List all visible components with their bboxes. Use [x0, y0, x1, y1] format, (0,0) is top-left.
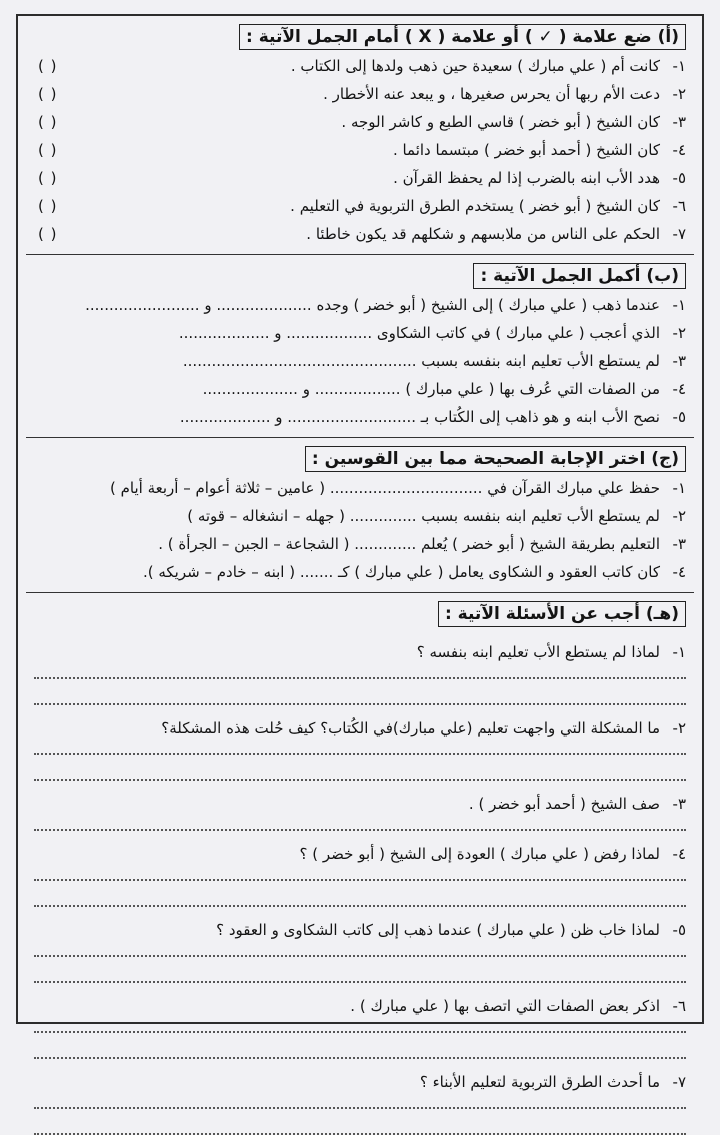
statement-text: كان الشيخ ( أحمد أبو خضر ) مبتسما دائما .: [392, 141, 660, 159]
statement-row: [34, 52, 686, 80]
answer-parentheses[interactable]: ( ): [38, 85, 58, 103]
choice-sentence[interactable]: التعليم بطريقة الشيخ ( أبو خضر ) يُعلم ............. ( الشجاعة – الجبن – الجرأة ) .: [158, 535, 660, 553]
choice-row: [34, 474, 686, 502]
answer-line[interactable]: [34, 945, 686, 957]
item-number: ١-: [672, 296, 686, 314]
worksheet-page: [16, 14, 704, 1091]
sentence-with-blanks[interactable]: من الصفات التي عُرف بها ( علي مبارك ) .................. و ....................: [202, 380, 660, 398]
statement-text: هدد الأب ابنه بالضرب إذا لم يحفظ القرآن .: [393, 169, 660, 187]
statement-text: كانت أم ( علي مبارك ) سعيدة حين ذهب ولدها إلى الكتاب .: [290, 57, 660, 75]
statement-row: [34, 220, 686, 248]
section-complete: [34, 259, 686, 431]
answer-line[interactable]: [34, 895, 686, 907]
statement-row: [34, 80, 686, 108]
divider: [26, 254, 694, 255]
answer-line[interactable]: [34, 819, 686, 831]
question-text: لماذا رفض ( علي مبارك ) العودة إلى الشيخ ( أبو خضر ) ؟: [299, 845, 660, 863]
choice-sentence[interactable]: كان كاتب العقود و الشكاوى يعامل ( علي مبارك ) كـ ....... ( ابنه – خادم – شريكه ).: [142, 563, 660, 581]
choice-row: [34, 558, 686, 586]
item-number: ٧-: [672, 225, 686, 243]
sentence-with-blanks[interactable]: عندما ذهب ( علي مبارك ) إلى الشيخ ( أبو خضر ) وجده .................... و ........................: [85, 296, 660, 314]
question-row: [34, 715, 686, 741]
question-text: لماذا لم يستطع الأب تعليم ابنه بنفسه ؟: [416, 643, 660, 661]
answer-line[interactable]: [34, 971, 686, 983]
complete-row: [34, 291, 686, 319]
item-number: ١-: [672, 643, 686, 661]
answer-line[interactable]: [34, 743, 686, 755]
statement-text: الحكم على الناس من ملابسهم و شكلهم قد يكون خاطئا .: [306, 225, 660, 243]
answer-line[interactable]: [34, 1021, 686, 1033]
statement-row: [34, 192, 686, 220]
answer-line[interactable]: [34, 693, 686, 705]
item-number: ٤-: [672, 380, 686, 398]
answer-parentheses[interactable]: ( ): [38, 197, 58, 215]
answer-parentheses[interactable]: ( ): [38, 225, 58, 243]
question-block: [34, 841, 686, 907]
item-number: ٢-: [672, 85, 686, 103]
question-text: ما أحدث الطرق التربوية لتعليم الأبناء ؟: [419, 1073, 660, 1091]
item-number: ٣-: [672, 535, 686, 553]
sentence-with-blanks[interactable]: لم يستطع الأب تعليم ابنه بنفسه بسبب .................................................: [182, 352, 660, 370]
section-true-false: [34, 20, 686, 248]
question-block: [34, 917, 686, 983]
question-text: اذكر بعض الصفات التي اتصف بها ( علي مبارك ) .: [350, 997, 660, 1015]
choice-row: [34, 530, 686, 558]
complete-row: [34, 375, 686, 403]
answer-line[interactable]: [34, 1097, 686, 1109]
statement-row: [34, 164, 686, 192]
answer-line[interactable]: [34, 769, 686, 781]
item-number: ٢-: [672, 719, 686, 737]
item-number: ٦-: [672, 997, 686, 1015]
complete-row: [34, 403, 686, 431]
choose-list: [34, 474, 686, 586]
answer-line[interactable]: [34, 869, 686, 881]
question-text: صف الشيخ ( أحمد أبو خضر ) .: [468, 795, 660, 813]
section-choose: [34, 442, 686, 586]
question-text: ما المشكلة التي واجهت تعليم (علي مبارك)في الكُتاب؟ كيف حُلت هذه المشكلة؟: [161, 719, 660, 737]
item-number: ٥-: [672, 408, 686, 426]
question-block: [34, 993, 686, 1059]
statement-row: [34, 136, 686, 164]
item-number: ٤-: [672, 563, 686, 581]
question-row: [34, 993, 686, 1019]
true-false-list: [34, 52, 686, 248]
item-number: ٥-: [672, 921, 686, 939]
question-row: [34, 791, 686, 817]
item-number: ٦-: [672, 197, 686, 215]
questions-list: [34, 639, 686, 1135]
divider: [26, 592, 694, 593]
section-a-title: (أ) ضع علامة ( ✓ ) أو علامة ( X ) أمام الجمل الآتية :: [239, 24, 686, 50]
complete-list: [34, 291, 686, 431]
section-d-title: (هـ) أجب عن الأسئلة الآتية :: [438, 601, 686, 627]
item-number: ٤-: [672, 141, 686, 159]
question-row: [34, 841, 686, 867]
item-number: ٥-: [672, 169, 686, 187]
choice-row: [34, 502, 686, 530]
item-number: ٣-: [672, 795, 686, 813]
answer-line[interactable]: [34, 1123, 686, 1135]
answer-line[interactable]: [34, 1047, 686, 1059]
statement-text: دعت الأم ربها أن يحرس صغيرها ، و يبعد عنه الأخطار .: [323, 85, 660, 103]
item-number: ٢-: [672, 324, 686, 342]
question-row: [34, 917, 686, 943]
sentence-with-blanks[interactable]: الذي أعجب ( علي مبارك ) في كاتب الشكاوى .................. و ...................: [178, 324, 660, 342]
answer-parentheses[interactable]: ( ): [38, 57, 58, 75]
question-block: [34, 791, 686, 831]
answer-parentheses[interactable]: ( ): [38, 169, 58, 187]
choice-sentence[interactable]: لم يستطع الأب تعليم ابنه بنفسه بسبب .............. ( جهله – انشغاله – قوته ): [187, 507, 660, 525]
item-number: ٧-: [672, 1073, 686, 1091]
item-number: ١-: [672, 479, 686, 497]
statement-row: [34, 108, 686, 136]
item-number: ٤-: [672, 845, 686, 863]
question-row: [34, 639, 686, 665]
section-c-title: (ج) اختر الإجابة الصحيحة مما بين القوسين :: [305, 446, 686, 472]
item-number: ٣-: [672, 352, 686, 370]
item-number: ٣-: [672, 113, 686, 131]
question-row: [34, 1069, 686, 1095]
complete-row: [34, 319, 686, 347]
answer-parentheses[interactable]: ( ): [38, 141, 58, 159]
question-block: [34, 715, 686, 781]
statement-text: كان الشيخ ( أبو خضر ) يستخدم الطرق التربوية في التعليم .: [290, 197, 660, 215]
answer-line[interactable]: [34, 667, 686, 679]
question-block: [34, 1069, 686, 1135]
sentence-with-blanks[interactable]: نصح الأب ابنه و هو ذاهب إلى الكُتاب بـ ........................... و ...................: [179, 408, 660, 426]
item-number: ٢-: [672, 507, 686, 525]
question-block: [34, 639, 686, 705]
answer-parentheses[interactable]: ( ): [38, 113, 58, 131]
section-answer: [34, 597, 686, 1135]
item-number: ١-: [672, 57, 686, 75]
question-text: لماذا خاب ظن ( علي مبارك ) عندما ذهب إلى كاتب الشكاوى و العقود ؟: [216, 921, 660, 939]
divider: [26, 437, 694, 438]
statement-text: كان الشيخ ( أبو خضر ) قاسي الطبع و كاشر الوجه .: [341, 113, 660, 131]
choice-sentence[interactable]: حفظ علي مبارك القرآن في ................................ ( عامين – ثلاثة أعوام – أربعة أيام ): [110, 479, 660, 497]
complete-row: [34, 347, 686, 375]
section-b-title: (ب) أكمل الجمل الآتية :: [473, 263, 686, 289]
